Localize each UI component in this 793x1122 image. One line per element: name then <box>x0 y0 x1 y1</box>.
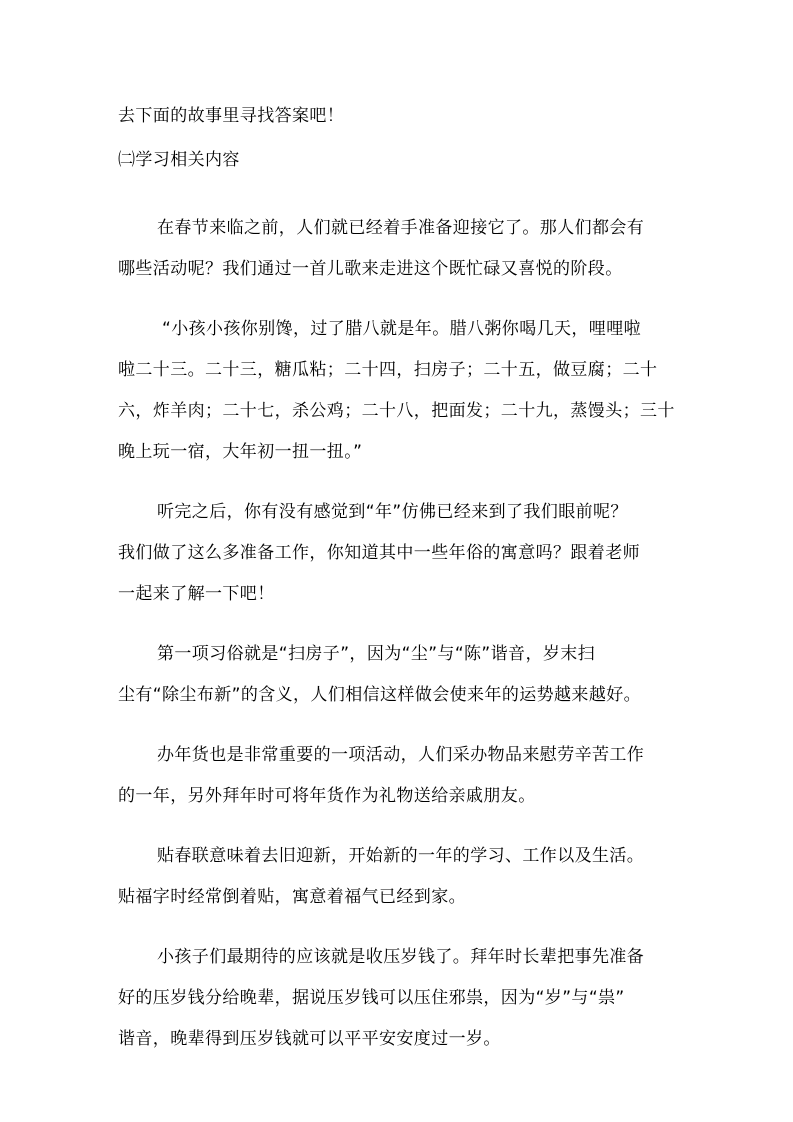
text-line-3: 在春节来临之前，人们就已经着手准备迎接它了。那人们都会有 <box>157 218 645 238</box>
text-line-20: 谐音，晚辈得到压岁钱就可以平平安安度过一岁。 <box>118 1029 501 1049</box>
rhyme-line-1: “小孩小孩你别馋，过了腊八就是年。腊八粥你喝几天，哩哩啦 <box>162 319 642 339</box>
text-line-11: 一起来了解一下吧！ <box>118 584 275 604</box>
rhyme-line-4: 晚上玩一宿，大年初一扭一扭。” <box>118 442 363 462</box>
text-line-19: 好的压岁钱分给晚辈，据说压岁钱可以压住邪祟，因为“岁”与“祟” <box>118 988 625 1008</box>
text-line-9: 听完之后，你有没有感觉到“年”仿佛已经来到了我们眼前呢？ <box>157 502 628 522</box>
text-line-15: 的一年，另外拜年时可将年货作为礼物送给亲戚朋友。 <box>118 786 536 806</box>
rhyme-line-3: 六，炸羊肉；二十七，杀公鸡；二十八，把面发；二十九，蒸馒头；三十 <box>118 401 675 421</box>
text-line-13: 尘有“除尘布新”的含义，人们相信这样做会使来年的运势越来越好。 <box>118 685 642 705</box>
text-line-12: 第一项习俗就是“扫房子”，因为“尘”与“陈”谐音，岁末扫 <box>157 644 596 664</box>
text-line-4: 哪些活动呢？我们通过一首儿歌来走进这个既忙碌又喜悦的阶段。 <box>118 259 623 279</box>
text-line-18: 小孩子们最期待的应该就是收压岁钱了。拜年时长辈把事先准备 <box>157 947 645 967</box>
text-line-10: 我们做了这么多准备工作，你知道其中一些年俗的寓意吗？跟着老师 <box>118 543 640 563</box>
text-line-16: 贴春联意味着去旧迎新，开始新的一年的学习、工作以及生活。 <box>157 846 645 866</box>
text-line-1: 去下面的故事里寻找答案吧！ <box>118 106 345 126</box>
section-heading: ㈡学习相关内容 <box>118 150 240 170</box>
text-line-14: 办年货也是非常重要的一项活动，人们采办物品来慰劳辛苦工作 <box>157 745 645 765</box>
rhyme-line-2: 啦二十三。二十三，糖瓜粘；二十四，扫房子；二十五，做豆腐；二十 <box>118 360 658 380</box>
text-line-17: 贴福字时经常倒着贴，寓意着福气已经到家。 <box>118 887 466 907</box>
